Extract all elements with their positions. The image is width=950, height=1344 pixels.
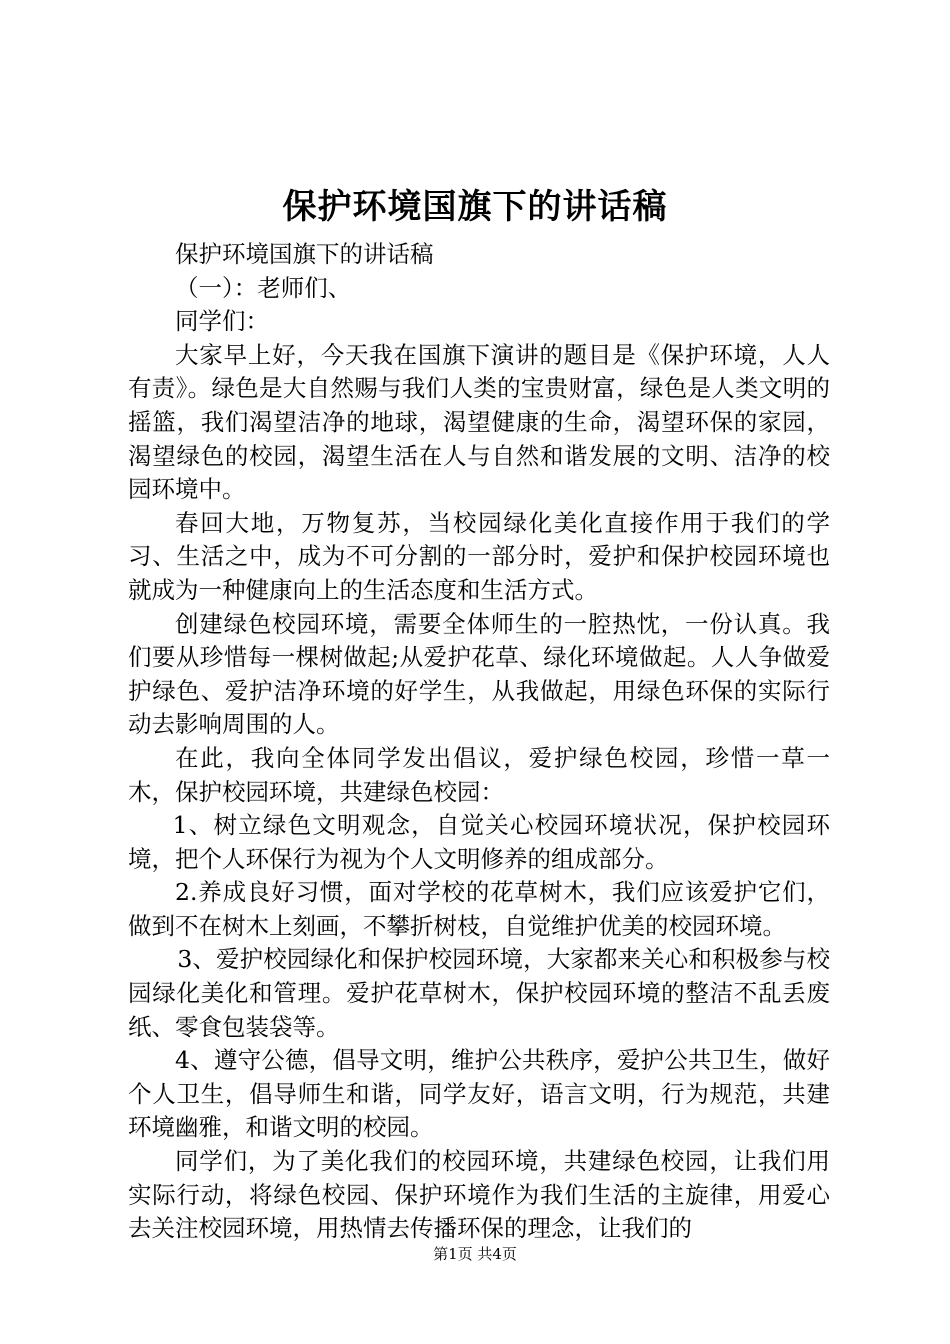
paragraph-item-2: 2.养成良好习惯，面对学校的花草树木，我们应该爱护它们，做到不在树木上刻画，不攀折树枝，自觉维护优美的校园环境。 (128, 878, 830, 940)
paragraph-closing: 同学们，为了美化我们的校园环境，共建绿色校园，让我们用实际行动，将绿色校园、保护环境作为我们生活的主旋律，用爱心去关注校园环境，用热情去传播环保的理念，让我们的 (128, 1147, 830, 1243)
page-number-footer: 第1页 共4页 (433, 1245, 517, 1263)
paragraph-spring: 春回大地，万物复苏，当校园绿化美化直接作用于我们的学习、生活之中，成为不可分割的一部分时，爱护和保护校园环境也就成为一种健康向上的生活态度和生活方式。 (128, 508, 830, 604)
paragraph-greeting: 大家早上好，今天我在国旗下演讲的题目是《保护环境，人人有责》。绿色是大自然赐与我们人类的宝贵财富，绿色是人类文明的摇篮，我们渴望洁净的地球，渴望健康的生命，渴望环保的家园，渴望绿色的校园，渴望生活在人与自然和谐发展的文明、洁净的校园环境中。 (128, 340, 830, 504)
paragraph-green-campus: 创建绿色校园环境，需要全体师生的一腔热忱，一份认真。我们要从珍惜每一棵树做起;从爱护花草、绿化环境做起。人人争做爱护绿色、爱护洁净环境的好学生，从我做起，用绿色环保的实际行动去影响周围的人。 (128, 609, 830, 739)
paragraph-subtitle: 保护环境国旗下的讲话稿 (175, 240, 434, 268)
paragraph-item-1: 1、树立绿色文明观念，自觉关心校园环境状况，保护校园环境，把个人环保行为视为个人文明修养的组成部分。 (128, 811, 830, 873)
paragraph-proposal: 在此，我向全体同学发出倡议，爱护绿色校园，珍惜一草一木，保护校园环境，共建绿色校园： (128, 743, 830, 806)
document-body (128, 238, 830, 1246)
paragraph-salutation: 同学们： (175, 307, 269, 336)
document-title: 保护环境国旗下的讲话稿 (282, 187, 668, 227)
paragraph-section-label: （一）：老师们、 (175, 273, 352, 302)
paragraph-item-4: 4、遵守公德，倡导文明，维护公共秩序，爱护公共卫生，做好个人卫生，倡导师生和谐，同学友好，语言文明，行为规范，共建环境幽雅，和谐文明的校园。 (128, 1046, 830, 1142)
paragraph-item-3: 3、爱护校园绿化和保护校园环境，大家都来关心和积极参与校园绿化美化和管理。爱护花草树木，保护校园环境的整洁不乱丢废纸、零食包装袋等。 (128, 945, 830, 1041)
